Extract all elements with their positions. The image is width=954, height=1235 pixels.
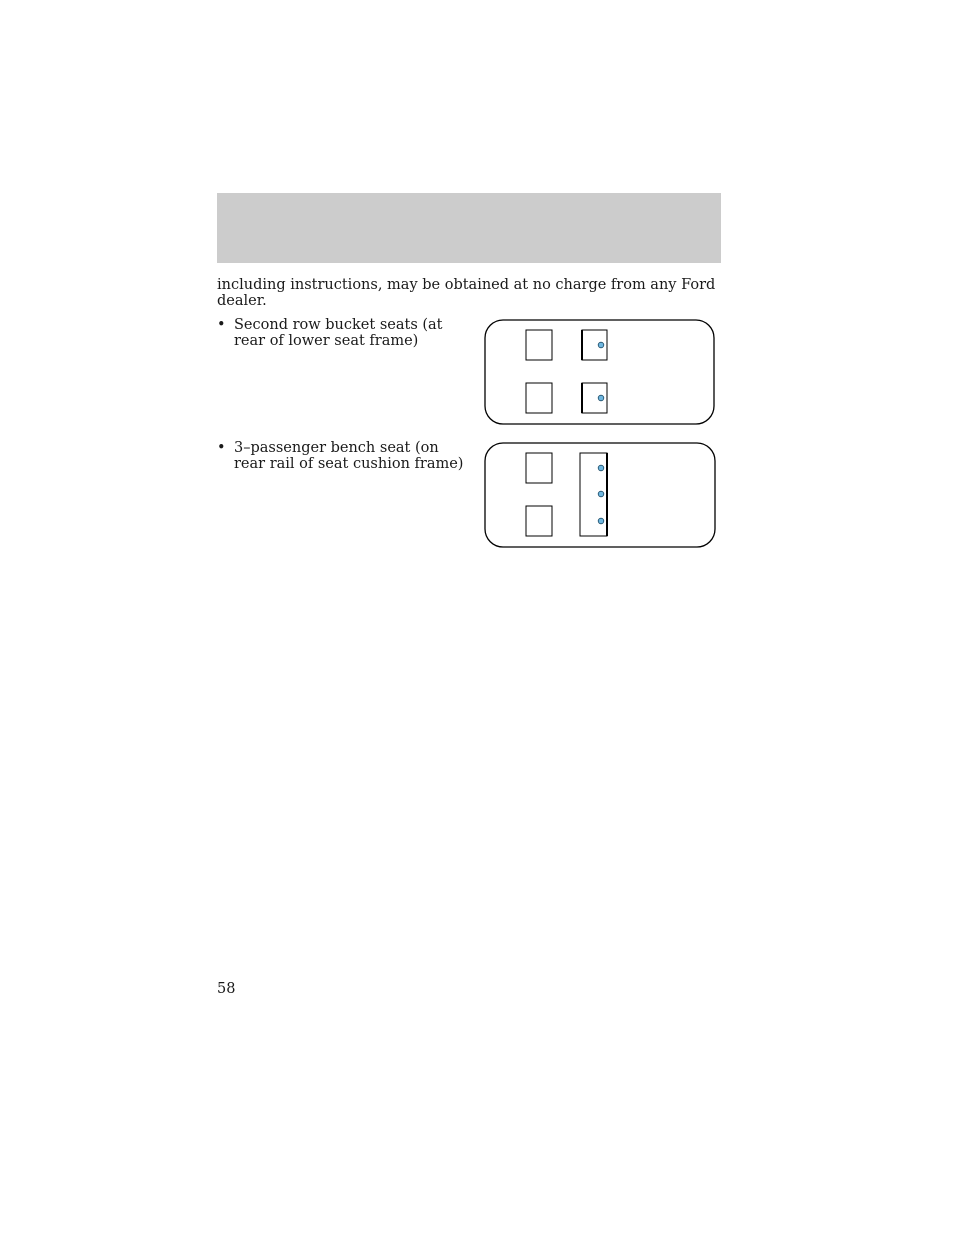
front-seat-right bbox=[526, 506, 552, 536]
intro-paragraph: including instructions, may be obtained at no charge from any Ford dealer. bbox=[217, 277, 716, 309]
front-seat-left bbox=[526, 453, 552, 483]
bullet-bucket-seats bbox=[217, 317, 472, 349]
bullet-symbol: • bbox=[217, 317, 226, 333]
vehicle-outline bbox=[485, 320, 714, 424]
tether-anchor-marker bbox=[598, 395, 604, 401]
bullet-bench-seat bbox=[217, 440, 472, 472]
header-band bbox=[217, 193, 721, 263]
bucket-seat-anchor-diagram bbox=[484, 319, 717, 427]
bullet-text: Second row bucket seats (at rear of lower seat frame) bbox=[234, 317, 443, 349]
bullet-text: 3–passenger bench seat (on rear rail of seat cushion frame) bbox=[234, 440, 464, 472]
front-seat-left bbox=[526, 330, 552, 360]
tether-anchor-marker bbox=[598, 491, 604, 497]
tether-anchor-marker bbox=[598, 518, 604, 524]
page-number: 58 bbox=[217, 981, 236, 997]
tether-anchor-marker bbox=[598, 465, 604, 471]
bench-seat-anchor-diagram bbox=[484, 442, 718, 550]
bullet-symbol: • bbox=[217, 440, 226, 456]
front-seat-right bbox=[526, 383, 552, 413]
tether-anchor-marker bbox=[598, 342, 604, 348]
